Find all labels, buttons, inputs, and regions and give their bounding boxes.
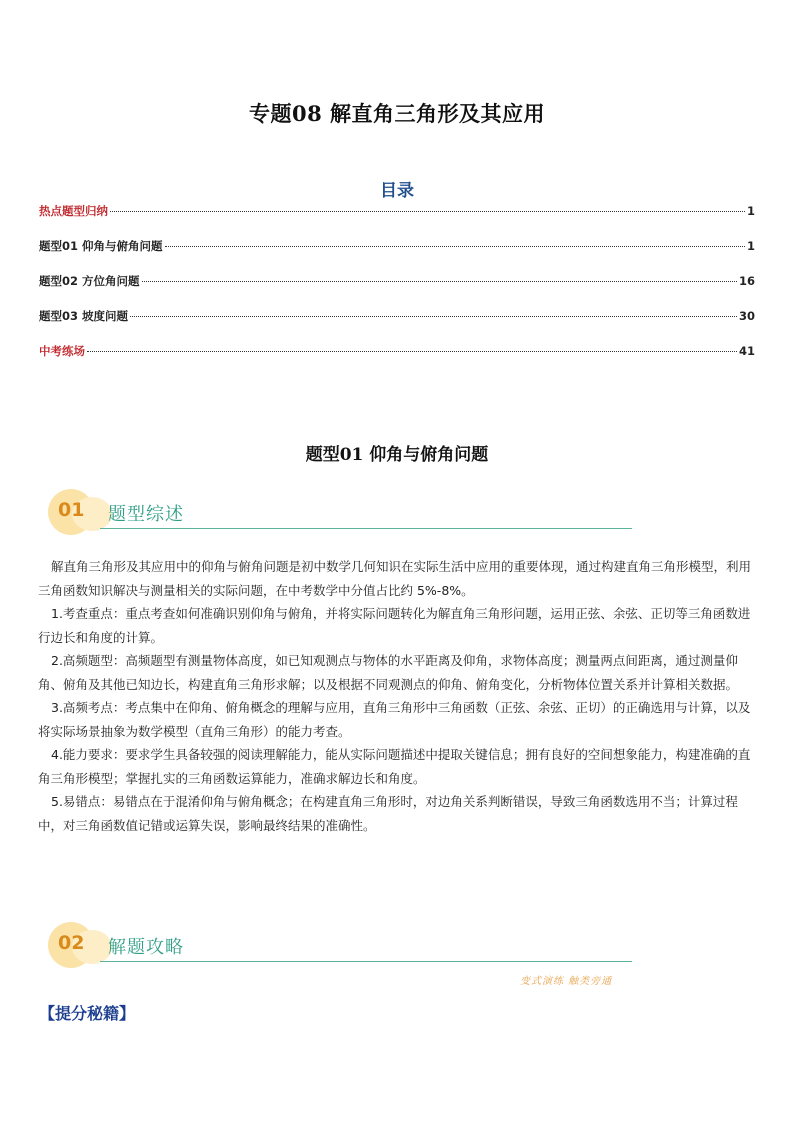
- toc-item[interactable]: [39, 273, 755, 308]
- slogan: 变式演练 触类旁通: [520, 976, 613, 987]
- strategy-badge: [42, 920, 642, 970]
- toc-item-label: 题型03 坡度问题: [39, 309, 129, 323]
- table-of-contents: [39, 203, 755, 378]
- toc-leader-dots: [130, 316, 737, 317]
- toc-item-page: 30: [738, 309, 755, 323]
- paragraph: 3.高频考点：考点集中在仰角、俯角概念的理解与应用，直角三角形中三角函数（正弦、余弦、正切）的正确选用与计算，以及将实际场景抽象为数学模型（直角三角形）的能力考查。: [38, 700, 751, 739]
- paragraph: 5.易错点：易错点在于混淆仰角与俯角概念；在构建直角三角形时，对边角关系判断错误，导致三角函数选用不当；计算过程中，对三角函数值记错或运算失误，影响最终结果的准确性。: [38, 794, 738, 833]
- toc-item[interactable]: [39, 203, 755, 238]
- paragraph: 2.高频题型：高频题型有测量物体高度，如已知观测点与物体的水平距离及仰角，求物体高度；测量两点间距离，通过测量仰角、俯角及其他已知边长，构建直角三角形求解；以及根据不同观测点的仰角、俯角变化，分析物体位置关系并计算相关数据。: [38, 653, 739, 692]
- badge-underline: [100, 528, 632, 529]
- toc-item[interactable]: [39, 308, 755, 343]
- toc-item-label: 题型01 仰角与俯角问题: [39, 239, 163, 253]
- toc-item-page: 41: [738, 344, 755, 358]
- badge-underline: [100, 961, 632, 962]
- toc-item-label: 题型02 方位角问题: [39, 274, 140, 288]
- overview-badge: [42, 487, 642, 537]
- overview-body: [38, 555, 760, 837]
- tips-heading: 【提分秘籍】: [39, 1004, 136, 1023]
- badge-number: 02: [58, 932, 85, 954]
- section-title: 题型01 仰角与俯角问题: [305, 445, 489, 465]
- toc-leader-dots: [87, 351, 737, 352]
- page-title: 专题08 解直角三角形及其应用: [248, 101, 546, 126]
- toc-leader-dots: [165, 246, 745, 247]
- toc-item-label: 中考练场: [39, 344, 85, 358]
- toc-leader-dots: [142, 281, 737, 282]
- toc-item-page: 16: [738, 274, 755, 288]
- toc-heading: 目录: [380, 181, 414, 201]
- toc-item-page: 1: [746, 204, 755, 218]
- paragraph: 1.考查重点：重点考查如何准确识别仰角与俯角，并将实际问题转化为解直角三角形问题，运用正弦、余弦、正切等三角函数进行边长和角度的计算。: [38, 606, 751, 645]
- paragraph: 解直角三角形及其应用中的仰角与俯角问题是初中数学几何知识在实际生活中应用的重要体现，通过构建直角三角形模型，利用三角函数知识解决与测量相关的实际问题，在中考数学中分值占比约 5%-8%。: [38, 559, 752, 598]
- toc-item-label: 热点题型归纳: [39, 204, 108, 218]
- badge-label: 解题攻略: [108, 937, 184, 958]
- toc-leader-dots: [110, 211, 745, 212]
- badge-label: 题型综述: [108, 504, 184, 525]
- paragraph: 4.能力要求：要求学生具备较强的阅读理解能力，能从实际问题描述中提取关键信息；拥有良好的空间想象能力，构建准确的直角三角形模型；掌握扎实的三角函数运算能力，准确求解边长和角度。: [38, 747, 751, 786]
- badge-number: 01: [58, 499, 85, 521]
- toc-item[interactable]: [39, 238, 755, 273]
- toc-item[interactable]: [39, 343, 755, 378]
- toc-item-page: 1: [746, 239, 755, 253]
